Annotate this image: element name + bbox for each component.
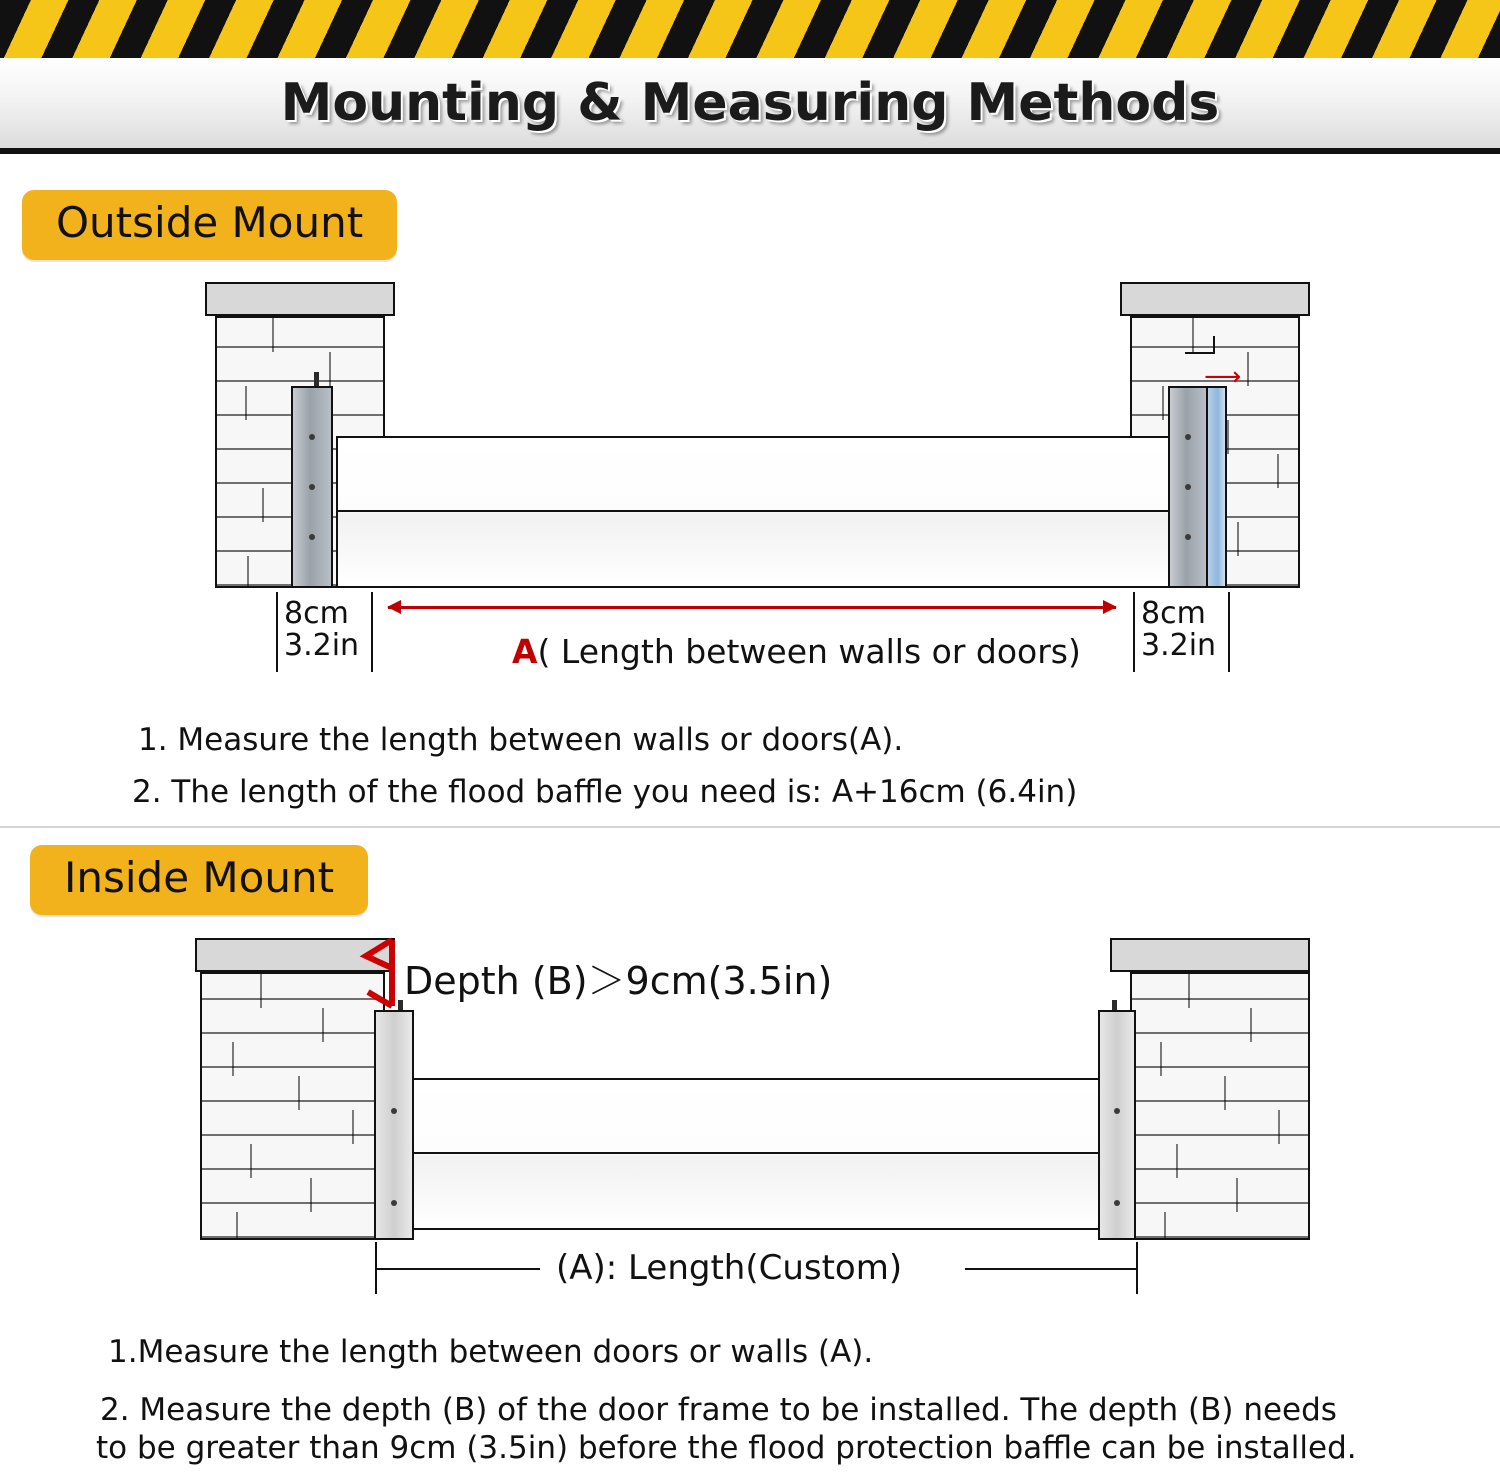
outside-step-2: 2. The length of the flood baffle you need is: A+16cm (6.4in) [132,774,1078,810]
wall-left-inside [200,972,385,1240]
flood-baffle-panel-inside [408,1078,1108,1230]
dim-label-right-outside [1141,598,1216,661]
dim-line-right-inside [965,1268,1137,1270]
flood-baffle-panel-outside [336,436,1176,588]
wall-right-top-outside [1120,282,1310,316]
dim-left-in: 3.2in [284,627,360,663]
dim-center-label-outside [512,632,1081,671]
hazard-stripe-top [0,0,1500,61]
dim-tick-right-inner [1133,592,1135,672]
section-badge-inside-mount: Inside Mount [30,845,368,915]
mount-bracket-right-inside [1098,1010,1136,1240]
dim-label-left-outside [284,598,359,661]
inside-step-2: 2. Measure the depth (B) of the door frame to be installed. The depth (B) needs [100,1392,1337,1428]
seal-strip-right-outside [1205,386,1227,588]
seal-pointer-arrow-icon: ⟶ [1204,362,1242,392]
dim-tick-right-outer [1228,592,1230,672]
mount-bracket-left-inside [374,1010,414,1240]
dim-right-cm: 8cm [1141,596,1206,631]
mount-bracket-left-outside [291,386,333,588]
inside-step-1: 1.Measure the length between doors or walls (A). [108,1334,874,1370]
dim-left-cm: 8cm [284,596,349,631]
dim-tick-left-outer [276,592,278,672]
section-badge-outside-mount: Outside Mount [22,190,397,260]
dim-line-left-inside [375,1268,540,1270]
inside-step-3: to be greater than 9cm (3.5in) before the flood protection baffle can be installed. [96,1430,1357,1466]
title-band [0,58,1500,154]
wall-detail-line [1185,352,1213,354]
dim-right-in: 3.2in [1141,627,1217,663]
section-divider [0,826,1500,828]
length-label-inside: (A): Length(Custom) [556,1248,903,1288]
wall-right-inside [1130,972,1310,1240]
wall-left-top-outside [205,282,395,316]
dim-center-letter: A [512,632,538,671]
dim-tick-left-inner [371,592,373,672]
dimension-line-A-outside [388,606,1116,609]
dim-center-text: ( Length between walls or doors) [537,632,1081,671]
wall-detail-tick [1213,336,1215,354]
outside-step-1: 1. Measure the length between walls or doors(A). [138,722,904,758]
wall-right-top-inside [1110,938,1310,972]
page-title: Mounting & Measuring Methods [280,73,1220,133]
mount-bracket-right-outside [1168,386,1208,588]
depth-label-inside: Depth (B)＞9cm(3.5in) [404,959,833,1003]
